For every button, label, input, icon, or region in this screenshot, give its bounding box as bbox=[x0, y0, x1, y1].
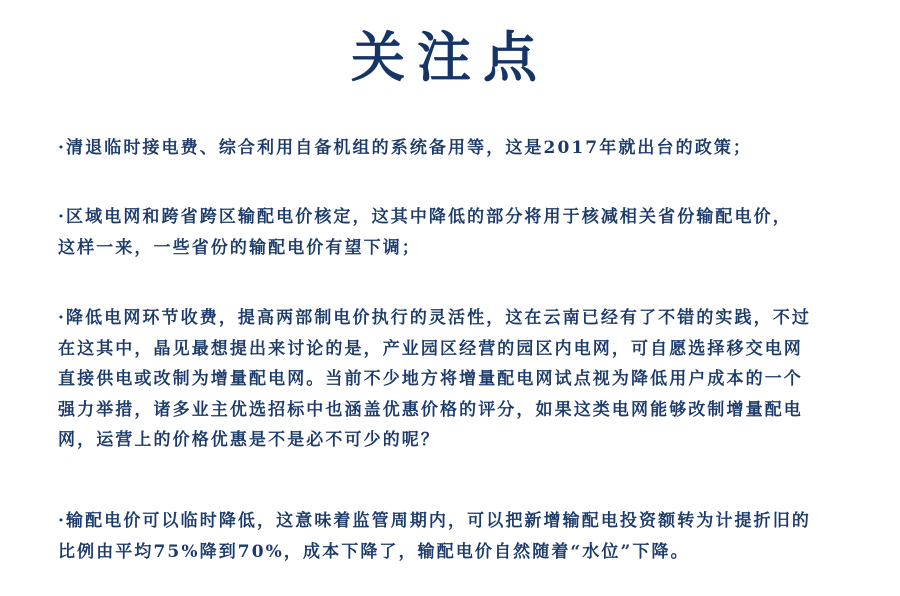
paragraph-line: ·清退临时接电费、综合利用自备机组的系统备用等，这是2017年就出台的政策； bbox=[58, 138, 753, 158]
paragraph-line: 直接供电或改制为增量配电网。当前不少地方将增量配电网试点视为降低用户成本的一个 bbox=[58, 369, 803, 389]
paragraph-grid-fees bbox=[58, 303, 858, 456]
paragraph-transmission-price bbox=[58, 506, 858, 567]
paragraph-line: ·区域电网和跨省跨区输配电价核定，这其中降低的部分将用于核减相关省份输配电价， bbox=[58, 207, 792, 227]
paragraph-regional-grid bbox=[58, 202, 858, 263]
paragraph-line: ·输配电价可以临时降低，这意味着监管周期内，可以把新增输配电投资额转为计提折旧的 bbox=[58, 511, 811, 531]
paragraph-line: ·降低电网环节收费，提高两部制电价执行的灵活性，这在云南已经有了不错的实践，不过 bbox=[58, 308, 811, 328]
page-title: 关注点 bbox=[351, 25, 549, 89]
paragraph-line: 在这其中，晶见最想提出来讨论的是，产业园区经营的园区内电网，可自愿选择移交电网 bbox=[58, 338, 803, 359]
paragraph-line: 强力举措，诸多业主优选招标中也涵盖优惠价格的评分，如果这类电网能够改制增量配电 bbox=[58, 399, 803, 420]
paragraph-line: 这样一来，一些省份的输配电价有望下调； bbox=[58, 237, 421, 258]
paragraph-line: 网，运营上的价格优惠是不是必不可少的呢？ bbox=[58, 430, 440, 450]
paragraph-system-backup bbox=[58, 133, 858, 164]
paragraph-line: 比例由平均75%降到70%，成本下降了，输配电价自然随着“水位”下降。 bbox=[58, 541, 690, 562]
